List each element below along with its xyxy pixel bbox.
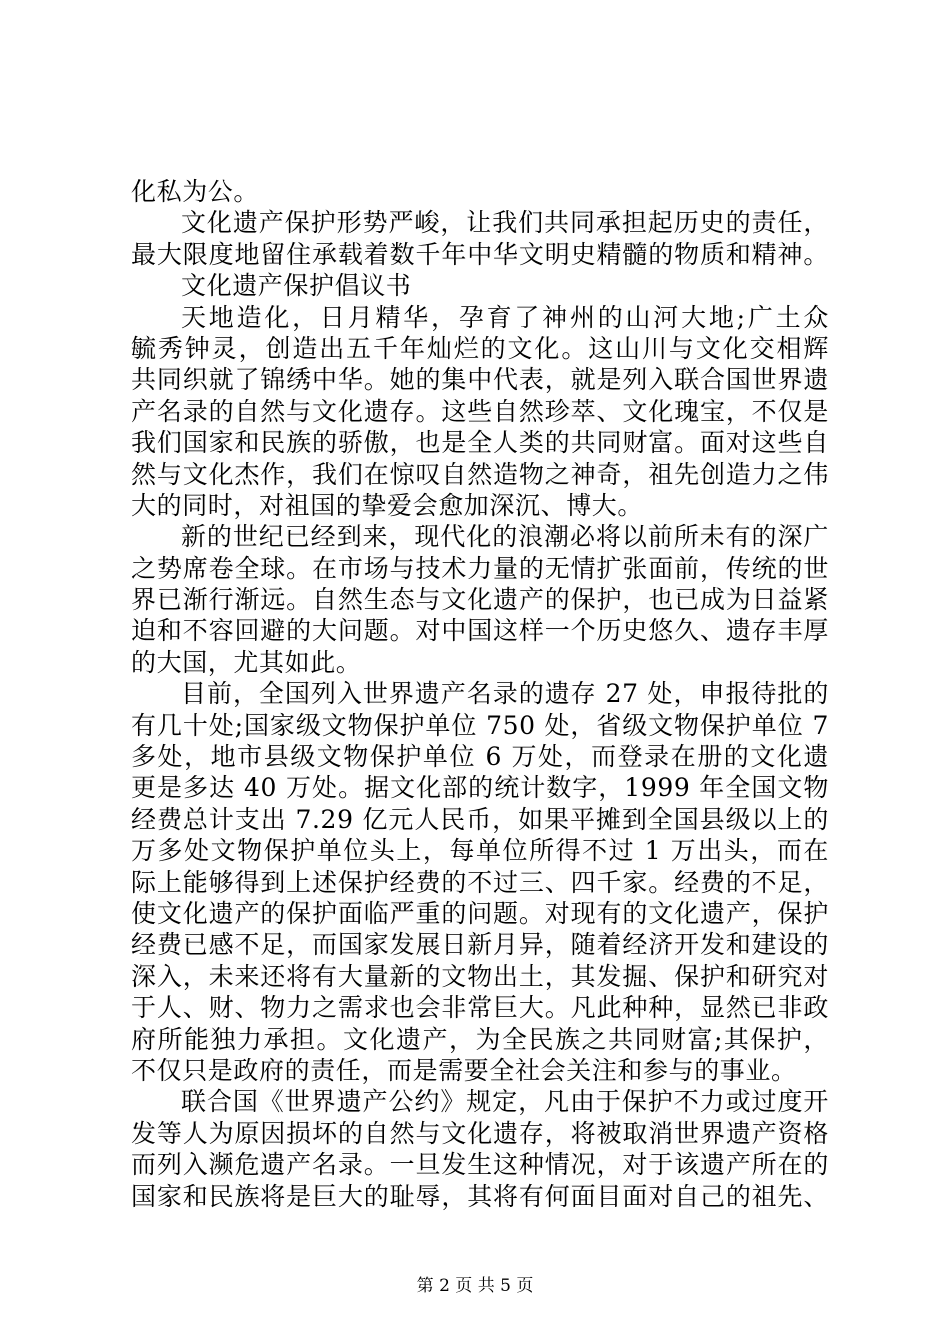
text-line: 文化遗产保护倡议书 [181, 271, 412, 301]
text-line: 产名录的自然与文化遗存。这些自然珍萃、文化瑰宝，不仅是 [131, 396, 829, 426]
text-line: 然与文化杰作，我们在惊叹自然造物之神奇，祖先创造力之伟 [131, 459, 829, 489]
text-line: 最大限度地留住承载着数千年中华文明史精髓的物质和精神。 [131, 239, 829, 269]
text-line: 天地造化，日月精华，孕育了神州的山河大地;广土众 [181, 302, 829, 332]
document-body [131, 176, 829, 1212]
text-line: 化私为公。 [131, 177, 260, 206]
text-line: 国家和民族将是巨大的耻辱，其将有何面目面对自己的祖先、 [131, 1181, 829, 1211]
text-line: 际上能够得到上述保护经费的不过三、四千家。经费的不足， [131, 867, 829, 897]
text-line: 于人、财、物力之需求也会非常巨大。凡此种种，显然已非政 [131, 993, 829, 1023]
text-line: 府所能独力承担。文化遗产，为全民族之共同财富;其保护， [131, 1024, 829, 1054]
text-line: 共同织就了锦绣中华。她的集中代表，就是列入联合国世界遗 [131, 365, 829, 395]
text-line: 目前，全国列入世界遗产名录的遗存 27 处，申报待批的 [181, 679, 829, 709]
text-line: 使文化遗产的保护面临严重的问题。对现有的文化遗产，保护 [131, 898, 829, 928]
text-line: 文化遗产保护形势严峻，让我们共同承担起历史的责任， [181, 208, 829, 238]
text-line: 新的世纪已经到来，现代化的浪潮必将以前所未有的深广 [181, 522, 829, 552]
text-line: 多处，地市县级文物保护单位 6 万处，而登录在册的文化遗 [131, 742, 829, 772]
text-line: 而列入濒危遗产名录。一旦发生这种情况，对于该遗产所在的 [131, 1150, 829, 1180]
text-line: 发等人为原因损坏的自然与文化遗存，将被取消世界遗产资格 [131, 1118, 829, 1148]
text-line: 大的同时，对祖国的挚爱会愈加深沉、博大。 [131, 490, 644, 520]
text-line: 有几十处;国家级文物保护单位 750 处，省级文物保护单位 7 [131, 710, 829, 740]
text-line: 深入，未来还将有大量新的文物出土，其发掘、保护和研究对 [131, 961, 829, 991]
text-line: 我们国家和民族的骄傲，也是全人类的共同财富。面对这些自 [131, 428, 829, 458]
text-line: 的大国，尤其如此。 [131, 647, 362, 677]
text-line: 迫和不容回避的大问题。对中国这样一个历史悠久、遗存丰厚 [131, 616, 829, 646]
text-line: 界已渐行渐远。自然生态与文化遗产的保护，也已成为日益紧 [131, 585, 829, 615]
text-line: 不仅只是政府的责任，而是需要全社会关注和参与的事业。 [131, 1055, 797, 1085]
text-line: 经费总计支出 7.29 亿元人民币，如果平摊到全国县级以上的 [131, 804, 829, 834]
text-line: 更是多达 40 万处。据文化部的统计数字，1999 年全国文物 [131, 773, 829, 803]
page-footer: 第 2 页 共 5 页 [416, 1276, 534, 1296]
text-line: 之势席卷全球。在市场与技术力量的无情扩张面前，传统的世 [131, 553, 829, 583]
text-line: 联合国《世界遗产公约》规定，凡由于保护不力或过度开 [181, 1087, 829, 1117]
text-line: 万多处文物保护单位头上，每单位所得不过 1 万出头，而在 [131, 836, 829, 866]
text-line: 毓秀钟灵，创造出五千年灿烂的文化。这山川与文化交相辉 [131, 333, 829, 363]
text-line: 经费已感不足，而国家发展日新月异，随着经济开发和建设的 [131, 930, 829, 960]
